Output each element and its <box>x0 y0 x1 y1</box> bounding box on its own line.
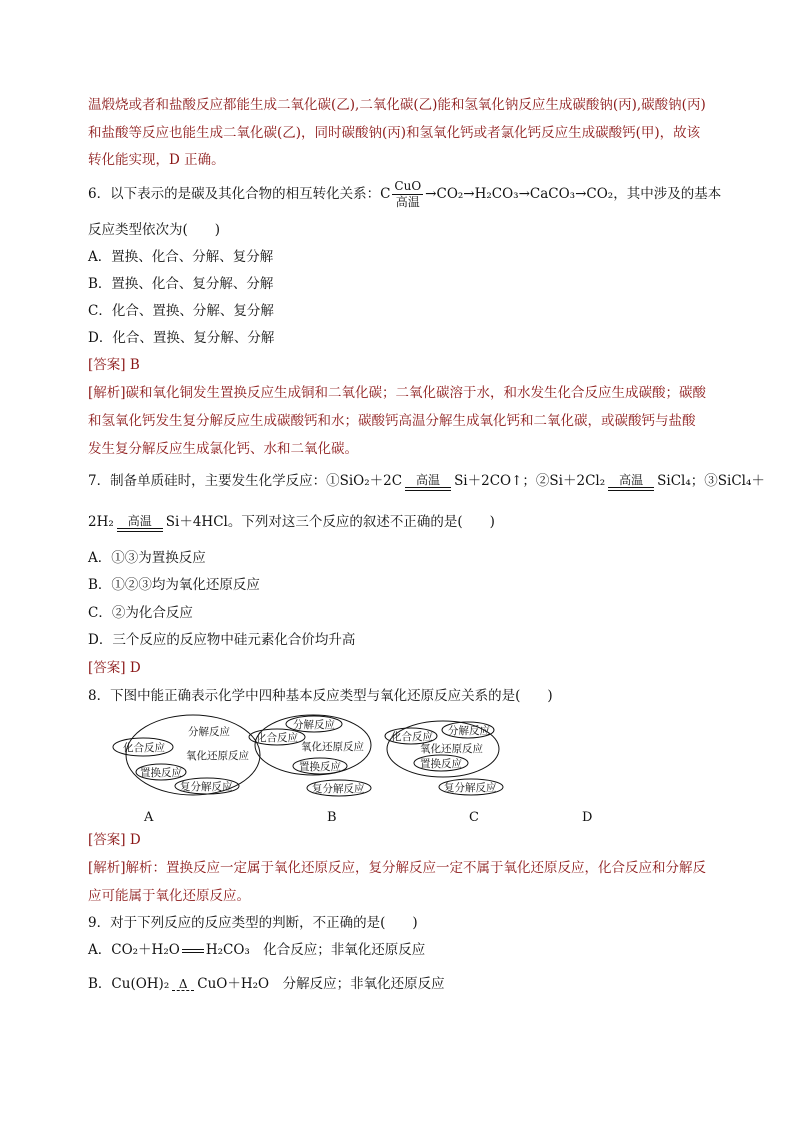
q7-condition-2 <box>608 474 654 497</box>
q7-stem-line-1 <box>88 465 765 497</box>
q9-option-b <box>88 970 445 998</box>
reaction-type-diagrams <box>108 712 648 827</box>
diagram-b-combination: 化合反应 <box>256 732 298 744</box>
intro-line-3: 转化能实现，D 正确。 <box>88 152 225 168</box>
q7-condition-3 <box>117 515 163 538</box>
diagram-c-redox: 氧化还原反应 <box>420 743 483 755</box>
diagram-a-decomposition: 分解反应 <box>188 726 230 738</box>
diagram-c-combination: 化合反应 <box>391 731 433 743</box>
q7-line2-post: Si＋4HCl。下列对这三个反应的叙述不正确的是( ) <box>165 514 495 530</box>
q9-equals-sign <box>182 949 204 953</box>
q7-condition-1 <box>405 474 451 497</box>
q6-stem-line-1 <box>88 180 721 209</box>
q9-option-b-post: CuO＋H₂O 分解反应；非氧化还原反应 <box>197 976 445 992</box>
q6-option-c: C．化合、置换、分解、复分解 <box>88 303 274 319</box>
diagram-label-c: C <box>469 810 479 825</box>
diagram-c <box>385 721 503 795</box>
q8-explanation-2: 应可能属于氧化还原反应。 <box>88 888 250 904</box>
q7-line2-pre: 2H₂ <box>88 514 114 530</box>
q6-reaction-condition <box>392 180 423 209</box>
diagram-b-redox: 氧化还原反应 <box>301 741 364 753</box>
q9-delta-symbol: Δ <box>178 977 188 991</box>
diagram-label-d: D <box>582 810 593 825</box>
q8-stem: 8．下图中能正确表示化学中四种基本反应类型与氧化还原反应关系的是( ) <box>88 688 553 704</box>
diagram-a-displacement: 置换反应 <box>140 767 182 779</box>
q6-stem-pre: 6．以下表示的是碳及其化合物的相互转化关系：C <box>88 186 391 202</box>
q7-stem-line-2 <box>88 506 495 538</box>
q7-cond-2-text: 高温 <box>619 473 644 487</box>
q7-cond-3-text: 高温 <box>127 514 152 528</box>
q9-option-b-pre: B．Cu(OH)₂ <box>88 976 170 992</box>
diagram-a <box>113 715 260 795</box>
q7-option-c: C．②为化合反应 <box>88 605 193 621</box>
q6-stem-line-2: 反应类型依次为( ) <box>88 222 221 238</box>
q8-answer: [答案] D <box>88 832 141 848</box>
diagram-label-b: B <box>327 810 337 825</box>
q7-stem-pre: 7．制备单质硅时，主要发生化学反应：①SiO₂＋2C <box>88 473 403 489</box>
q6-explanation-3: 发生复分解反应生成氯化钙、水和二氧化碳。 <box>88 441 358 457</box>
diagram-b <box>249 715 371 796</box>
q6-option-a: A．置换、化合、分解、复分解 <box>88 249 274 265</box>
q9-option-a-pre: A．CO₂＋H₂O <box>88 942 180 958</box>
diagram-label-a: A <box>144 810 154 825</box>
diagram-b-decomposition: 分解反应 <box>293 719 335 731</box>
q7-option-b: B．①②③均为氧化还原反应 <box>88 577 260 593</box>
q6-answer: [答案] B <box>88 357 140 373</box>
q8-explanation-1: [解析]解析：置换反应一定属于氧化还原反应，复分解反应一定不属于氧化还原反应，化合反应和分解反 <box>88 860 707 876</box>
q7-stem-mid-2: SiCl₄；③SiCl₄＋ <box>657 473 765 489</box>
q6-explanation-2: 和氢氧化钙发生复分解反应生成碳酸钙和水；碳酸钙高温分解生成氧化钙和二氧化碳，或碳酸钙与盐酸 <box>88 413 696 429</box>
q6-cond-bottom: 高温 <box>395 195 420 209</box>
diagram-b-double: 复分解反应 <box>312 783 365 795</box>
q6-explanation-1: [解析]碳和氧化铜发生置换反应生成铜和二氧化碳；二氧化碳溶于水，和水发生化合反应生成碳酸；碳酸 <box>88 385 707 401</box>
q6-stem-post: →CO₂→H₂CO₃→CaCO₃→CO₂，其中涉及的基本 <box>425 186 722 202</box>
q7-stem-mid-1: Si＋2CO↑；②Si＋2Cl₂ <box>454 473 606 489</box>
diagram-c-displacement: 置换反应 <box>420 758 462 770</box>
q9-option-a-post: H₂CO₃ 化合反应；非氧化还原反应 <box>205 942 426 958</box>
diagram-c-double: 复分解反应 <box>444 782 497 794</box>
q7-cond-1-text: 高温 <box>416 473 441 487</box>
q9-option-a <box>88 940 425 960</box>
q6-cond-top: CuO <box>394 179 422 193</box>
q9-stem: 9．对于下列反应的反应类型的判断，不正确的是( ) <box>88 915 418 931</box>
diagram-a-redox: 氧化还原反应 <box>186 750 249 762</box>
diagram-c-decomposition: 分解反应 <box>448 725 490 737</box>
diagram-a-double: 复分解反应 <box>180 781 233 793</box>
diagram-a-combination: 化合反应 <box>123 742 165 754</box>
q6-option-b: B．置换、化合、复分解、分解 <box>88 276 274 292</box>
q9-heat-condition <box>172 978 194 998</box>
q7-option-d: D．三个反应的反应物中硅元素化合价均升高 <box>88 632 356 648</box>
intro-line-1: 温煅烧或者和盐酸反应都能生成二氧化碳(乙),二氧化碳(乙)能和氢氧化钠反应生成碳酸钠(丙),碳酸钠(丙) <box>88 97 706 113</box>
diagram-b-displacement: 置换反应 <box>299 761 341 773</box>
q6-option-d: D．化合、置换、复分解、分解 <box>88 330 275 346</box>
intro-line-2: 和盐酸等反应也能生成二氧化碳(乙)，同时碳酸钠(丙)和氢氧化钙或者氯化钙反应生成碳酸钙(甲)，故该 <box>88 125 701 141</box>
q7-answer: [答案] D <box>88 660 141 676</box>
q7-option-a: A．①③为置换反应 <box>88 550 206 566</box>
